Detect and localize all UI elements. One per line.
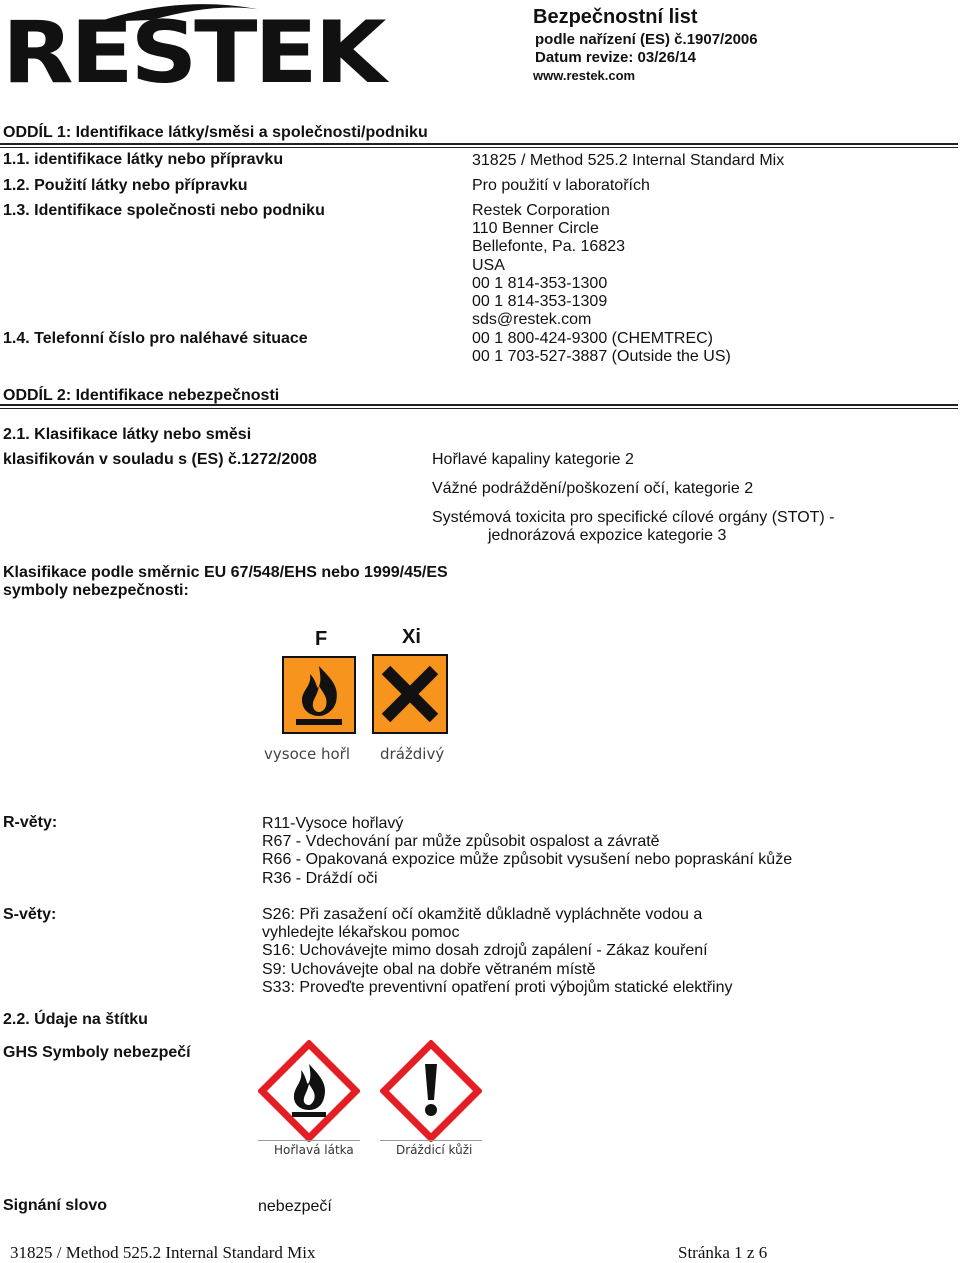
r-phrases-label: R-věty: bbox=[3, 814, 58, 831]
emergency-phone-1: 00 1 800-424-9300 (CHEMTREC) bbox=[472, 330, 713, 347]
row-1-2-value: Pro použití v laboratořích bbox=[472, 177, 650, 194]
class-stot: Systémová toxicita pro specifické cílové orgány (STOT) - bbox=[432, 509, 835, 526]
footer-page-number: Stránka 1 z 6 bbox=[678, 1243, 768, 1262]
s-phrase: S16: Uchovávejte mimo dosah zdrojů zapálení - Zákaz kouření bbox=[262, 942, 708, 960]
eu-symbol-f bbox=[260, 624, 360, 769]
ghs-flame-caption-rule bbox=[258, 1140, 360, 1141]
address-city: Bellefonte, Pa. 16823 bbox=[472, 238, 626, 256]
document-title: Bezpečnostní list bbox=[533, 6, 698, 28]
s-phrases-list bbox=[262, 906, 733, 997]
row-1-2-label: 1.2. Použití látky nebo přípravku bbox=[3, 177, 248, 194]
classified-label: klasifikován v souladu s (ES) č.1272/2008 bbox=[3, 451, 317, 468]
cross-icon bbox=[372, 654, 448, 734]
s-phrase: vyhledejte lékařskou pomoc bbox=[262, 924, 460, 942]
row-1-1-value: 31825 / Method 525.2 Internal Standard Mix bbox=[472, 152, 785, 169]
footer-product: 31825 / Method 525.2 Internal Standard Mix bbox=[10, 1243, 316, 1262]
regulation-text: podle nařízení (ES) č.1907/2006 bbox=[535, 31, 758, 48]
ghs-symbol-flame bbox=[258, 1040, 360, 1160]
address-country: USA bbox=[472, 256, 505, 274]
restek-logo bbox=[2, 0, 384, 103]
class-flammable: Hořlavé kapaliny kategorie 2 bbox=[432, 451, 634, 468]
ghs-flame-caption: Hořlavá látka bbox=[274, 1143, 354, 1157]
r-phrase: R67 - Vdechování par může způsobit ospalost a závratě bbox=[262, 833, 660, 851]
company-address bbox=[472, 202, 625, 329]
r-phrases-list bbox=[262, 815, 792, 888]
s-phrase: S33: Proveďte preventivní opatření proti výbojům statické elektřiny bbox=[262, 978, 733, 996]
revision-date: Datum revize: 03/26/14 bbox=[535, 49, 696, 66]
row-1-1-label: 1.1. identifikace látky nebo přípravku bbox=[3, 151, 284, 168]
section2-rule-bottom bbox=[0, 408, 958, 409]
class-eye: Vážné podráždění/poškození očí, kategorie 2 bbox=[432, 480, 754, 497]
eu-symbol-f-letter: F bbox=[315, 628, 328, 650]
row-1-4-label: 1.4. Telefonní číslo pro naléhavé situace bbox=[3, 330, 308, 347]
subsection-2-1: 2.1. Klasifikace látky nebo směsi bbox=[3, 426, 252, 443]
class-stot-cont: jednorázová expozice kategorie 3 bbox=[488, 527, 727, 544]
email-link[interactable]: sds@restek.com bbox=[472, 311, 592, 329]
eu-classification-label bbox=[3, 564, 448, 600]
section1-heading: ODDÍL 1: Identifikace látky/směsi a společnosti/podniku bbox=[3, 124, 428, 141]
address-street: 110 Benner Circle bbox=[472, 220, 599, 238]
emergency-phones bbox=[472, 330, 731, 366]
ghs-symbols-label: GHS Symboly nebezpečí bbox=[3, 1044, 191, 1061]
website-link[interactable]: www.restek.com bbox=[533, 68, 636, 83]
r-phrase: R11-Vysoce hořlavý bbox=[262, 815, 404, 832]
phone-1: 00 1 814-353-1300 bbox=[472, 274, 608, 292]
s-phrase: S9: Uchovávejte obal na dobře větraném místě bbox=[262, 960, 596, 978]
section1-rule-top bbox=[0, 143, 958, 145]
subsection-2-2: 2.2. Údaje na štítku bbox=[3, 1011, 148, 1028]
ghs-flame-icon bbox=[258, 1040, 360, 1142]
r-phrase: R36 - Dráždí oči bbox=[262, 869, 378, 887]
ghs-symbol-exclamation bbox=[380, 1040, 482, 1160]
signal-word-value: nebezpečí bbox=[258, 1198, 332, 1215]
eu-symbol-f-caption: vysoce hořl bbox=[264, 745, 351, 763]
signal-word-label: Signání slovo bbox=[3, 1197, 108, 1214]
row-1-3-label: 1.3. Identifikace společnosti nebo podniku bbox=[3, 202, 325, 219]
flame-icon bbox=[282, 656, 356, 734]
eu-symbol-xi bbox=[360, 624, 460, 769]
eu-label-line2: symboly nebezpečnosti: bbox=[3, 582, 189, 599]
ghs-exclamation-caption-rule bbox=[380, 1140, 482, 1141]
eu-label-line1: Klasifikace podle směrnic EU 67/548/EHS nebo 1999/45/ES bbox=[3, 564, 448, 581]
ghs-exclamation-caption: Dráždicí kůži bbox=[396, 1143, 473, 1157]
r-phrase: R66 - Opakovaná expozice může způsobit vysušení nebo popraskání kůže bbox=[262, 851, 793, 869]
phone-2: 00 1 814-353-1309 bbox=[472, 293, 608, 311]
section2-rule-top bbox=[0, 404, 958, 406]
emergency-phone-2: 00 1 703-527-3887 (Outside the US) bbox=[472, 348, 731, 366]
logo-wordmark: RESTEK bbox=[2, 3, 384, 103]
company-name: Restek Corporation bbox=[472, 202, 610, 219]
s-phrases-label: S-věty: bbox=[3, 906, 57, 923]
s-phrase: S26: Při zasažení očí okamžitě důkladně vypláchněte vodou a bbox=[262, 906, 703, 923]
section2-heading: ODDÍL 2: Identifikace nebezpečnosti bbox=[3, 387, 280, 404]
eu-symbol-xi-letter: Xi bbox=[402, 626, 421, 648]
eu-symbol-xi-caption: dráždivý bbox=[380, 745, 445, 763]
ghs-exclamation-icon bbox=[380, 1040, 482, 1142]
section1-rule-bottom bbox=[0, 147, 958, 148]
